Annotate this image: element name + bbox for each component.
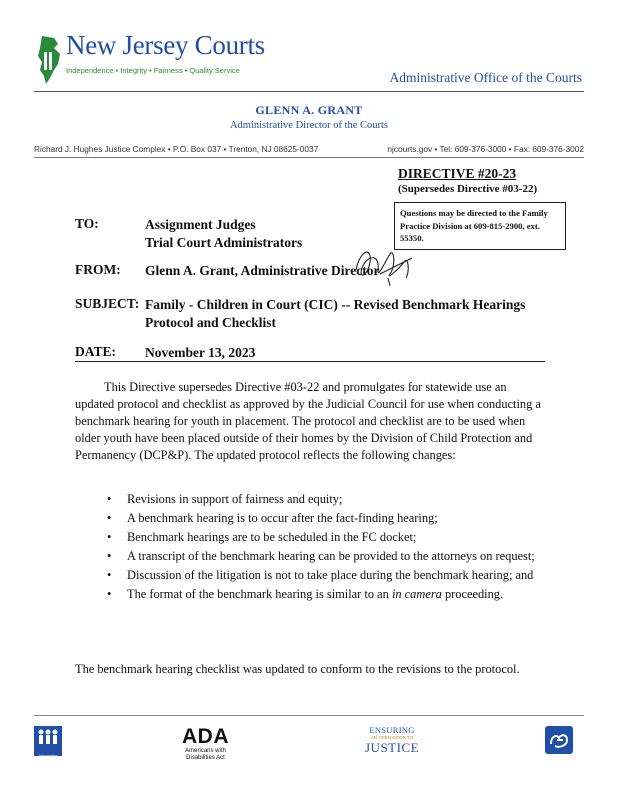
directive-number: DIRECTIVE #20-23 <box>398 166 517 181</box>
interpreter-logo <box>34 726 62 756</box>
divider <box>75 361 545 362</box>
to-recipients <box>145 216 302 252</box>
to-label: TO: <box>75 216 99 231</box>
director-name: GLENN A. GRANT <box>255 103 363 117</box>
divider <box>34 715 584 716</box>
logo-tagline: Independence • Integrity • Fairness • Quality Service <box>66 66 240 75</box>
supersedes-note: (Supersedes Directive #03-22) <box>398 183 538 195</box>
questions-box: Questions may be directed to the Family Practice Division at 609-815-2900, ext. 55350. <box>394 202 566 250</box>
interpreter-label: Interpreter <box>38 753 58 758</box>
nj-courts-logo <box>34 30 294 90</box>
logo-title: New Jersey Courts <box>66 30 265 60</box>
to-recipient: Trial Court Administrators <box>145 235 303 250</box>
sign-language-icon <box>545 726 573 754</box>
list-item <box>107 586 547 603</box>
justice-line: JUSTICE <box>365 740 420 755</box>
contact-line: njcourts.gov • Tel: 609-376-3000 • Fax: 609-376-3002 <box>387 144 584 154</box>
changes-list <box>107 491 547 605</box>
to-recipient: Assignment Judges <box>145 217 256 232</box>
divider <box>34 157 584 158</box>
list-item-italic: in camera <box>391 587 442 601</box>
list-item: • A transcript of the benchmark hearing can be provided to the attorneys on request; <box>107 548 547 565</box>
list-item: • Discussion of the litigation is not to take place during the benchmark hearing; and <box>107 567 547 584</box>
list-item: • Revisions in support of fairness and equity; <box>107 491 547 508</box>
justice-line: AN OPEN DOOR TO <box>370 735 414 740</box>
closing-paragraph: The benchmark hearing checklist was updated to conform to the revisions to the protocol. <box>75 662 520 676</box>
ensuring-justice-logo <box>365 726 419 754</box>
director-title: Administrative Director of the Courts <box>229 120 389 131</box>
list-item-text: proceeding. <box>441 587 504 601</box>
ada-subtext: Americans with <box>185 748 226 754</box>
people-icon <box>34 726 62 748</box>
ada-text: ADA <box>182 725 229 748</box>
divider <box>34 91 584 92</box>
list-item-text: The format of the benchmark hearing is similar to an <box>127 587 392 601</box>
subject-value: Family - Children in Court (CIC) -- Revised Benchmark Hearings Protocol and Checklist <box>145 297 526 330</box>
list-item: • Benchmark hearings are to be scheduled in the FC docket; <box>107 529 547 546</box>
from-value: Glenn A. Grant, Administrative Director <box>145 263 380 278</box>
intro-paragraph: This Directive supersedes Directive #03-22 and promulgates for statewide use an updated protocol and checklist as approved by the Judicial Council for use when conducting a benchmark hearing for youth in placement. The protocol and checklist are to be used when older youth have been placed outside of their homes by the Division of Child Protection and Permanency (DCP&P). The updated protocol reflects the following changes: <box>75 380 541 462</box>
from-label: FROM: <box>75 262 121 277</box>
new-jersey-map-icon <box>34 34 64 86</box>
ada-subtext: Disabilities Act <box>186 755 225 761</box>
justice-line: ENSURING <box>369 725 415 735</box>
address-line: Richard J. Hughes Justice Complex • P.O. Box 037 • Trenton, NJ 08625-0037 <box>34 144 319 154</box>
subject-label: SUBJECT: <box>75 296 140 311</box>
list-item: • A benchmark hearing is to occur after the fact-finding hearing; <box>107 510 547 527</box>
ada-logo <box>182 726 229 762</box>
office-name: Administrative Office of the Courts <box>389 70 582 85</box>
date-label: DATE: <box>75 344 117 359</box>
date-value: November 13, 2023 <box>145 345 256 360</box>
